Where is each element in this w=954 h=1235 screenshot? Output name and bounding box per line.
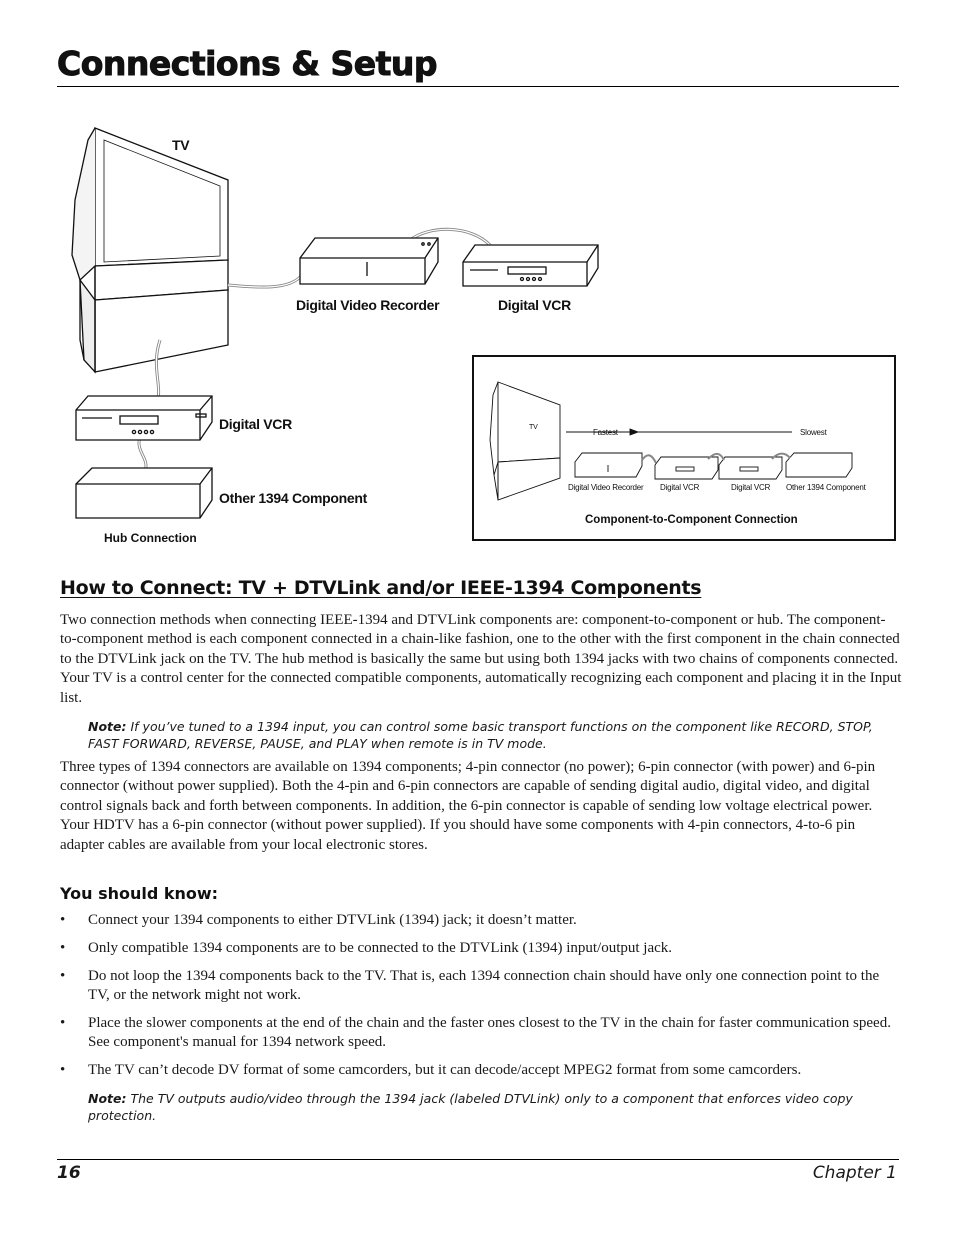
- note-text: The TV outputs audio/video through the 1394 jack (labeled DTVLink) only to a component that enforces video copy protection.: [88, 1091, 853, 1123]
- bullet-marker: •: [60, 1062, 66, 1078]
- digital-vcr-hub-label: Digital VCR: [219, 416, 292, 432]
- inset-label-dvr: Digital Video Recorder: [568, 483, 644, 492]
- inset-label-vcr-1: Digital VCR: [660, 483, 700, 492]
- bullet-marker: •: [60, 940, 66, 956]
- bullet-marker: •: [60, 912, 66, 928]
- note-copy-protection: [88, 1090, 888, 1124]
- other-component-hub-illustration: [76, 468, 212, 518]
- note-label: Note:: [88, 1091, 127, 1106]
- footer-rule: [57, 1159, 899, 1160]
- connection-diagram: [0, 0, 954, 560]
- inset-label-other: Other 1394 Component: [786, 483, 866, 492]
- you-should-know-heading: You should know:: [60, 884, 219, 903]
- other-component-label: Other 1394 Component: [219, 490, 368, 506]
- note-text: If you’ve tuned to a 1394 input, you can control some basic transport functions on the component like RECORD, STOP, FAST FORWARD, REVERSE, PAUSE, and PLAY when remote is in TV mode.: [88, 719, 873, 751]
- section-heading: How to Connect: TV + DTVLink and/or IEEE-1394 Components: [60, 577, 702, 599]
- bullet-marker: •: [60, 968, 66, 984]
- inset-caption: Component-to-Component Connection: [585, 514, 798, 526]
- page-title: Connections & Setup: [57, 44, 438, 83]
- list-item: [60, 1014, 902, 1052]
- inset-tv-label: TV: [529, 424, 538, 431]
- intro-paragraph: Two connection methods when connecting IEEE-1394 and DTVLink components are: component-to-component or hub. The component-to-component method is each component connected in a chain-like fashion, one to the other with the first component in the chain connected to the DTVLink jack on the TV. The hub method is basically the same but using both 1394 jacks with two chains of components connected. Your TV is a control center for the connected compatible components, automatically recognizing each component and placing it in the Input list.: [60, 612, 902, 706]
- hub-caption: Hub Connection: [104, 531, 197, 545]
- list-item: [60, 967, 902, 1005]
- list-item: [60, 939, 902, 958]
- list-item-text: Only compatible 1394 components are to be connected to the DTVLink (1394) input/output jack.: [88, 940, 673, 956]
- inset-label-vcr-2: Digital VCR: [731, 483, 771, 492]
- tv-illustration: [72, 128, 228, 372]
- tv-label: TV: [172, 137, 190, 153]
- bullet-marker: •: [60, 1015, 66, 1031]
- digital-video-recorder-illustration: [300, 238, 438, 284]
- inset-slowest-label: Slowest: [800, 428, 827, 437]
- list-item-text: Do not loop the 1394 components back to the TV. That is, each 1394 connection chain should have only one connection point to the TV, or the network might not work.: [88, 968, 880, 1003]
- note-label: Note:: [88, 719, 127, 734]
- digital-vcr-top-illustration: [463, 245, 598, 286]
- digital-video-recorder-label: Digital Video Recorder: [296, 297, 440, 313]
- list-item-text: The TV can’t decode DV format of some camcorders, but it can decode/accept MPEG2 format from some camcorders.: [88, 1062, 802, 1078]
- connector-paragraph: Three types of 1394 connectors are available on 1394 components; 4-pin connector (no power); 6-pin connector (with power) and 6-pin connector (without power supplied). Both the 4-pin and 6-pin connectors are capable of sending digital audio, digital video, and digital control signals back and forth between components. In addition, the 6-pin connector is capable of sending low voltage electrical power. Your HDTV has a 6-pin connector (without power supplied). If you should have some components with 4-pin connectors, 4-to-6 pin adapter cables are available from your local electronic stores.: [60, 759, 876, 853]
- note-transport-controls: [88, 718, 888, 752]
- digital-vcr-hub-illustration: [76, 396, 212, 440]
- know-bullet-list: [60, 911, 902, 1089]
- inset-fastest-label: Fastest: [593, 428, 618, 437]
- list-item: [60, 911, 902, 930]
- digital-vcr-top-label: Digital VCR: [498, 297, 571, 313]
- list-item-text: Connect your 1394 components to either DTVLink (1394) jack; it doesn’t matter.: [88, 912, 577, 928]
- chapter-label: Chapter 1: [812, 1163, 897, 1183]
- page-number: 16: [57, 1163, 81, 1183]
- list-item-text: Place the slower components at the end of the chain and the faster ones closest to the TV in the chain for faster communication speed. See component's manual for 1394 network speed.: [88, 1015, 891, 1050]
- list-item: [60, 1061, 902, 1080]
